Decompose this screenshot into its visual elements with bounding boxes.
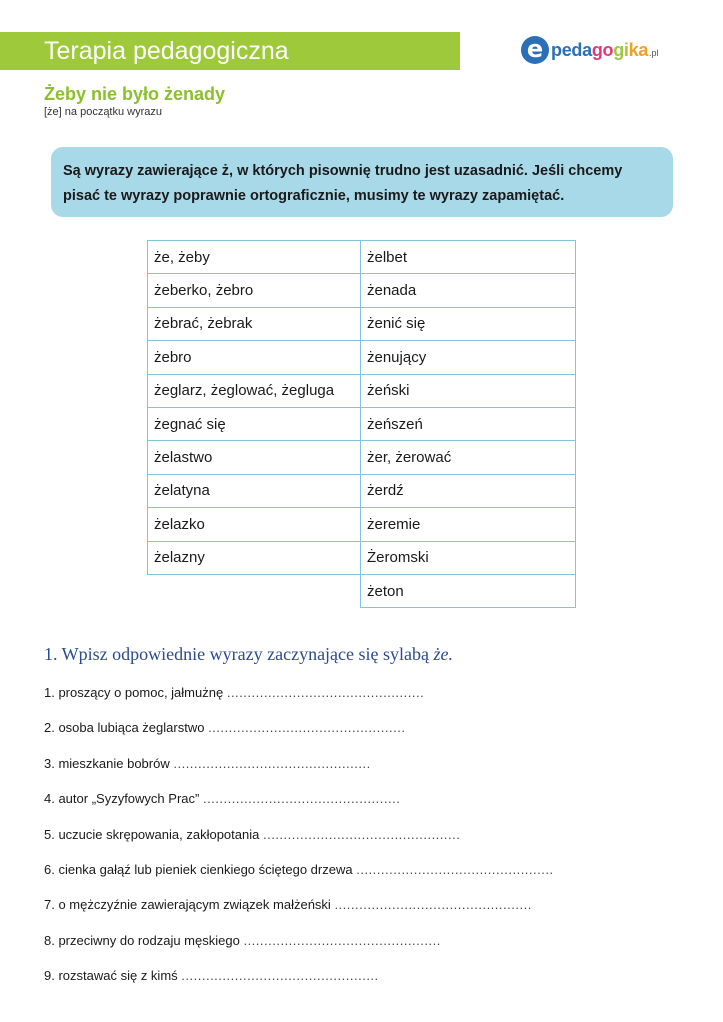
word-cell-right: żerdź (361, 474, 576, 507)
word-cell-right: żeton (361, 574, 576, 607)
exercise-text: 1. proszący o pomoc, jałmużnę (44, 685, 224, 700)
exercise-item (44, 968, 379, 983)
word-cell-left (148, 574, 361, 607)
info-box-line-2: pisać te wyrazy poprawnie ortograficznie, musimy te wyrazy zapamiętać. (63, 188, 565, 204)
exercise-item (44, 862, 554, 877)
table-row (148, 474, 576, 507)
logo-part-1: peda (551, 39, 592, 60)
answer-blank[interactable]: ................................................ (181, 968, 379, 984)
word-cell-left: żebrać, żebrak (148, 307, 361, 340)
table-row (148, 274, 576, 307)
word-cell-left: żelatyna (148, 474, 361, 507)
exercise-text: 7. o mężczyźnie zawierającym związek małżeński (44, 897, 331, 913)
exercise-text: 2. osoba lubiąca żeglarstwo (44, 720, 205, 736)
exercise-item (44, 827, 460, 842)
exercise-text: 9. rozstawać się z kimś (44, 968, 178, 984)
word-cell-left: żelastwo (148, 441, 361, 474)
logo-part-2: go (591, 39, 614, 60)
table-row (148, 441, 576, 474)
exercise-text: 3. mieszkanie bobrów (44, 755, 170, 771)
word-cell-right: żer, żerować (361, 441, 576, 474)
answer-blank[interactable]: ................................................ (262, 826, 461, 842)
exercise-text: 8. przeciwny do rodzaju męskiego (44, 932, 240, 948)
answer-blank[interactable]: ................................................ (226, 685, 425, 700)
exercise-item (44, 685, 424, 700)
word-cell-right: żeński (361, 374, 576, 407)
table-row (148, 574, 576, 607)
word-cell-left: żegnać się (148, 407, 361, 440)
answer-blank[interactable]: ................................................ (334, 897, 532, 913)
table-row (148, 508, 576, 541)
lesson-subtitle: [że] na początku wyrazu (44, 106, 163, 118)
exercise-item (44, 720, 405, 735)
word-cell-right: żeńszeń (361, 407, 576, 440)
task-heading (44, 644, 453, 665)
table-row (148, 241, 576, 274)
exercise-item (44, 933, 441, 948)
word-cell-left: żelazny (148, 541, 361, 574)
word-cell-left: żeglarz, żeglować, żegluga (148, 374, 361, 407)
word-cell-right: Żeromski (361, 541, 576, 574)
exercise-text: 6. cienka gałąź lub pieniek cienkiego ściętego drzewa (44, 862, 353, 877)
logo-e-icon: e (521, 36, 549, 64)
logo-tld: .pl (649, 48, 659, 58)
word-cell-left: że, żeby (148, 241, 361, 274)
exercise-text: 5. uczucie skrępowania, zakłopotania (44, 826, 260, 842)
answer-blank[interactable]: ................................................ (202, 791, 401, 807)
table-row (148, 407, 576, 440)
answer-blank[interactable]: ................................................ (173, 755, 371, 771)
word-cell-right: żenić się (361, 307, 576, 340)
word-cell-left: żebro (148, 341, 361, 374)
header-band: Terapia pedagogiczna (0, 32, 460, 70)
answer-blank[interactable]: ................................................ (243, 932, 441, 948)
exercise-item (44, 897, 532, 912)
word-cell-right: żeremie (361, 508, 576, 541)
exercise-item (44, 756, 371, 771)
lesson-title: Żeby nie było żenady (44, 84, 226, 104)
word-cell-left: żeberko, żebro (148, 274, 361, 307)
info-box-line-1: Są wyrazy zawierające ż, w których pisownię trudno jest uzasadnić. Jeśli chcemy (63, 163, 623, 179)
word-cell-right: żenada (361, 274, 576, 307)
word-cell-left: żelazko (148, 508, 361, 541)
task-heading-text: 1. Wpisz odpowiednie wyrazy zaczynające się sylabą (44, 644, 434, 664)
table-row (148, 541, 576, 574)
logo-wordmark (551, 40, 648, 61)
task-heading-syllable: że. (433, 644, 454, 664)
table-row (148, 307, 576, 340)
logo-part-4: ka (628, 39, 649, 60)
word-table (147, 240, 576, 608)
exercise-item (44, 791, 400, 806)
logo-part-3: gi (613, 39, 629, 60)
exercise-text: 4. autor „Syzyfowych Prac” (44, 791, 200, 807)
word-cell-right: żelbet (361, 241, 576, 274)
answer-blank[interactable]: ................................................ (356, 862, 554, 877)
answer-blank[interactable]: ................................................ (208, 720, 406, 736)
table-row (148, 374, 576, 407)
info-box (51, 147, 673, 217)
table-row (148, 341, 576, 374)
epedagogika-logo[interactable] (521, 34, 659, 66)
word-cell-right: żenujący (361, 341, 576, 374)
